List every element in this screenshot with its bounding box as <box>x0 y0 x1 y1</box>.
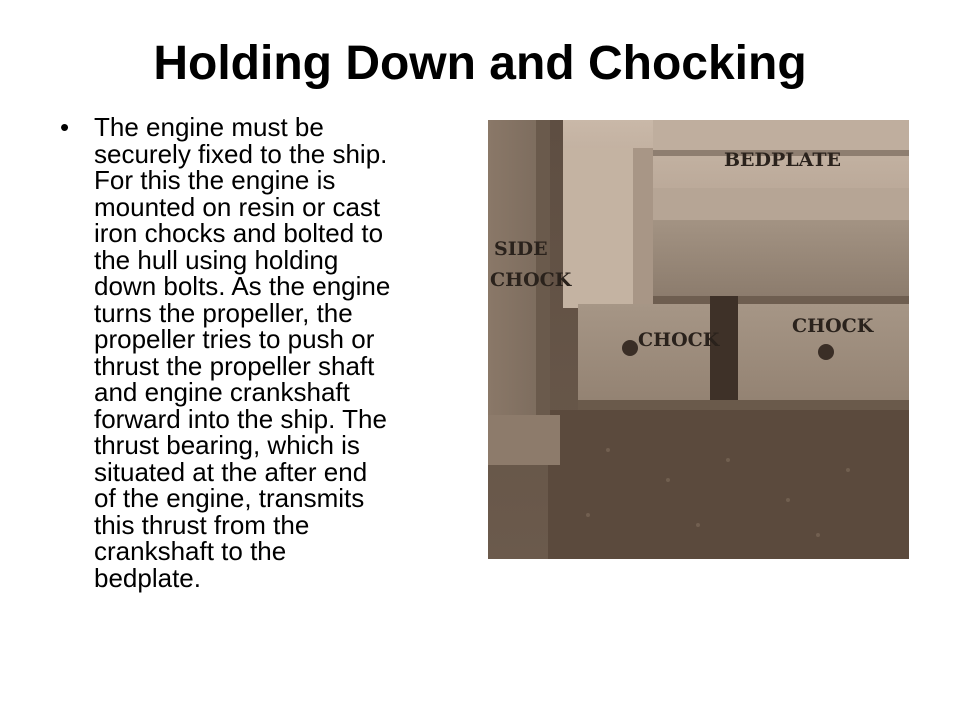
chock-left <box>578 304 710 404</box>
body-text-line: thrust the propeller shaft <box>94 350 375 381</box>
body-text-line: forward into the ship. The <box>94 403 387 434</box>
body-text-line: bedplate. <box>94 562 201 593</box>
floor-shadow <box>548 410 909 559</box>
label-side-chock: CHOCK <box>490 269 572 291</box>
chock-photo <box>488 120 909 559</box>
body-text-line: and engine crankshaft <box>94 377 350 407</box>
bullet-marker: • <box>60 112 70 142</box>
body-text-line: securely fixed to the ship. <box>94 138 388 169</box>
bullet-list <box>60 114 470 591</box>
chock-gap <box>710 296 738 410</box>
chock-base-shadow <box>578 400 909 410</box>
ledge-shadow <box>653 296 909 304</box>
bolt-left <box>622 340 638 356</box>
body-text-line: situated at the after end <box>94 456 368 487</box>
body-text-line: crankshaft to the <box>94 536 287 566</box>
body-text-line: this thrust from the <box>94 509 310 540</box>
body-text-line: of the engine, transmits <box>94 483 365 513</box>
label-chock-left: CHOCK <box>638 329 720 351</box>
body-text-line: For this the engine is <box>94 165 336 195</box>
body-text-line: down bolts. As the engine <box>94 271 391 301</box>
body-text-line: propeller tries to push or <box>94 324 375 354</box>
label-bedplate: BEDPLATE <box>724 149 841 171</box>
body-text-line: mounted on resin or cast <box>94 191 381 222</box>
bolt-right <box>818 344 834 360</box>
bedplate-ledge <box>653 220 909 300</box>
bullet-item <box>60 114 470 591</box>
chock-photo-illustration <box>488 120 909 559</box>
body-text-line: iron chocks and bolted to <box>94 218 384 248</box>
label-chock-right: CHOCK <box>792 315 874 337</box>
left-wall-base <box>488 415 560 465</box>
body-text-line: The engine must be <box>94 112 324 142</box>
slide-title: Holding Down and Chocking <box>153 37 807 90</box>
body-text-line: thrust bearing, which is <box>94 430 360 460</box>
label-side: SIDE <box>494 238 548 260</box>
side-chock-face <box>633 148 653 308</box>
body-text-line: the hull using holding <box>94 244 339 275</box>
body-text-line: turns the propeller, the <box>94 297 353 328</box>
